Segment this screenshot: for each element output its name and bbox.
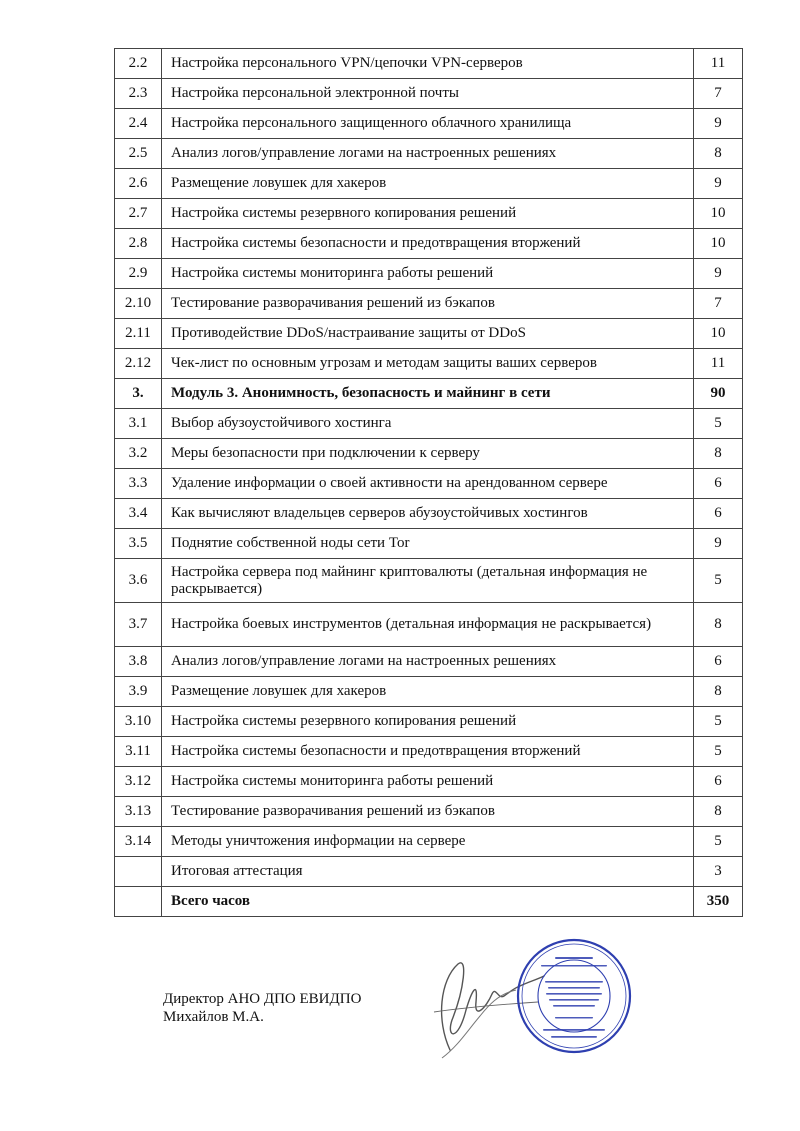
row-number: 3.9 (115, 677, 162, 707)
row-hours: 11 (694, 349, 743, 379)
row-hours: 6 (694, 469, 743, 499)
row-number: 2.2 (115, 49, 162, 79)
row-number: 2.11 (115, 319, 162, 349)
row-number: 2.4 (115, 109, 162, 139)
curriculum-table (114, 48, 743, 917)
row-hours: 8 (694, 603, 743, 647)
table-row (115, 499, 743, 529)
row-number: 3. (115, 379, 162, 409)
row-number: 3.5 (115, 529, 162, 559)
row-hours: 9 (694, 169, 743, 199)
row-hours: 8 (694, 677, 743, 707)
row-number: 3.12 (115, 767, 162, 797)
table-row (115, 319, 743, 349)
table-row (115, 767, 743, 797)
row-hours: 9 (694, 259, 743, 289)
row-number: 3.6 (115, 559, 162, 603)
row-title: Противодействие DDoS/настраивание защиты от DDoS (162, 319, 694, 349)
row-title: Тестирование разворачивания решений из бэкапов (162, 289, 694, 319)
table-row (115, 603, 743, 647)
row-hours: 6 (694, 647, 743, 677)
table-row (115, 349, 743, 379)
row-number: 2.12 (115, 349, 162, 379)
row-number: 3.3 (115, 469, 162, 499)
row-title: Настройка системы резервного копирования решений (162, 707, 694, 737)
table-row (115, 109, 743, 139)
row-hours: 8 (694, 439, 743, 469)
row-number: 3.1 (115, 409, 162, 439)
table-row (115, 797, 743, 827)
total-hours-row (115, 887, 743, 917)
module-header-row (115, 379, 743, 409)
row-hours: 7 (694, 79, 743, 109)
signatory-name: Михайлов М.А. (163, 1009, 264, 1025)
table-row (115, 229, 743, 259)
row-title: Чек-лист по основным угрозам и методам защиты ваших серверов (162, 349, 694, 379)
table-row (115, 559, 743, 603)
table-row (115, 169, 743, 199)
table-row (115, 79, 743, 109)
row-hours: 5 (694, 707, 743, 737)
row-title: Как вычисляют владельцев серверов абузоустойчивых хостингов (162, 499, 694, 529)
row-hours: 7 (694, 289, 743, 319)
row-hours: 350 (694, 887, 743, 917)
row-number (115, 857, 162, 887)
table-row (115, 647, 743, 677)
table-row (115, 139, 743, 169)
table-row (115, 737, 743, 767)
row-title: Настройка боевых инструментов (детальная информация не раскрывается) (162, 603, 694, 647)
table-row (115, 199, 743, 229)
row-number: 3.11 (115, 737, 162, 767)
row-title: Настройка системы резервного копирования решений (162, 199, 694, 229)
table-row (115, 469, 743, 499)
row-number: 3.4 (115, 499, 162, 529)
table-row (115, 289, 743, 319)
row-title: Поднятие собственной ноды сети Tor (162, 529, 694, 559)
row-title: Настройка системы безопасности и предотвращения вторжений (162, 229, 694, 259)
row-number: 3.8 (115, 647, 162, 677)
row-hours: 5 (694, 559, 743, 603)
signatory-position: Директор АНО ДПО ЕВИДПО (163, 991, 362, 1007)
row-hours: 3 (694, 857, 743, 887)
row-hours: 9 (694, 529, 743, 559)
row-title: Настройка персональной электронной почты (162, 79, 694, 109)
row-number: 2.8 (115, 229, 162, 259)
row-hours: 8 (694, 139, 743, 169)
table-row (115, 707, 743, 737)
row-title: Настройка персонального защищенного облачного хранилища (162, 109, 694, 139)
row-number: 3.13 (115, 797, 162, 827)
table-row (115, 827, 743, 857)
row-hours: 10 (694, 199, 743, 229)
row-title: Методы уничтожения информации на сервере (162, 827, 694, 857)
final-attestation-row (115, 857, 743, 887)
table-row (115, 677, 743, 707)
row-number: 3.14 (115, 827, 162, 857)
row-hours: 6 (694, 499, 743, 529)
row-title: Анализ логов/управление логами на настроенных решениях (162, 647, 694, 677)
row-number (115, 887, 162, 917)
row-title: Меры безопасности при подключении к серверу (162, 439, 694, 469)
row-number: 2.9 (115, 259, 162, 289)
row-title: Настройка системы безопасности и предотвращения вторжений (162, 737, 694, 767)
row-hours: 10 (694, 319, 743, 349)
row-number: 3.7 (115, 603, 162, 647)
row-title: Анализ логов/управление логами на настроенных решениях (162, 139, 694, 169)
signature-block (163, 990, 361, 1026)
table-row (115, 259, 743, 289)
row-hours: 10 (694, 229, 743, 259)
table-row (115, 49, 743, 79)
row-title: Настройка системы мониторинга работы решений (162, 767, 694, 797)
row-hours: 6 (694, 767, 743, 797)
row-number: 3.10 (115, 707, 162, 737)
row-title: Итоговая аттестация (162, 857, 694, 887)
table-row (115, 409, 743, 439)
row-hours: 8 (694, 797, 743, 827)
row-number: 2.5 (115, 139, 162, 169)
row-title: Размещение ловушек для хакеров (162, 169, 694, 199)
row-hours: 90 (694, 379, 743, 409)
row-title: Размещение ловушек для хакеров (162, 677, 694, 707)
table-row (115, 439, 743, 469)
row-title: Модуль 3. Анонимность, безопасность и майнинг в сети (162, 379, 694, 409)
row-title: Тестирование разворачивания решений из бэкапов (162, 797, 694, 827)
row-hours: 9 (694, 109, 743, 139)
row-number: 2.3 (115, 79, 162, 109)
row-title: Удаление информации о своей активности на арендованном сервере (162, 469, 694, 499)
row-title: Всего часов (162, 887, 694, 917)
row-number: 2.10 (115, 289, 162, 319)
row-title: Выбор абузоустойчивого хостинга (162, 409, 694, 439)
row-hours: 5 (694, 827, 743, 857)
row-title: Настройка системы мониторинга работы решений (162, 259, 694, 289)
row-hours: 5 (694, 737, 743, 767)
row-title: Настройка персонального VPN/цепочки VPN-серверов (162, 49, 694, 79)
row-title: Настройка сервера под майнинг криптовалюты (детальная информация не раскрывается) (162, 559, 694, 603)
row-hours: 5 (694, 409, 743, 439)
table-row (115, 529, 743, 559)
official-stamp-icon (515, 937, 633, 1055)
row-hours: 11 (694, 49, 743, 79)
row-number: 3.2 (115, 439, 162, 469)
row-number: 2.7 (115, 199, 162, 229)
row-number: 2.6 (115, 169, 162, 199)
